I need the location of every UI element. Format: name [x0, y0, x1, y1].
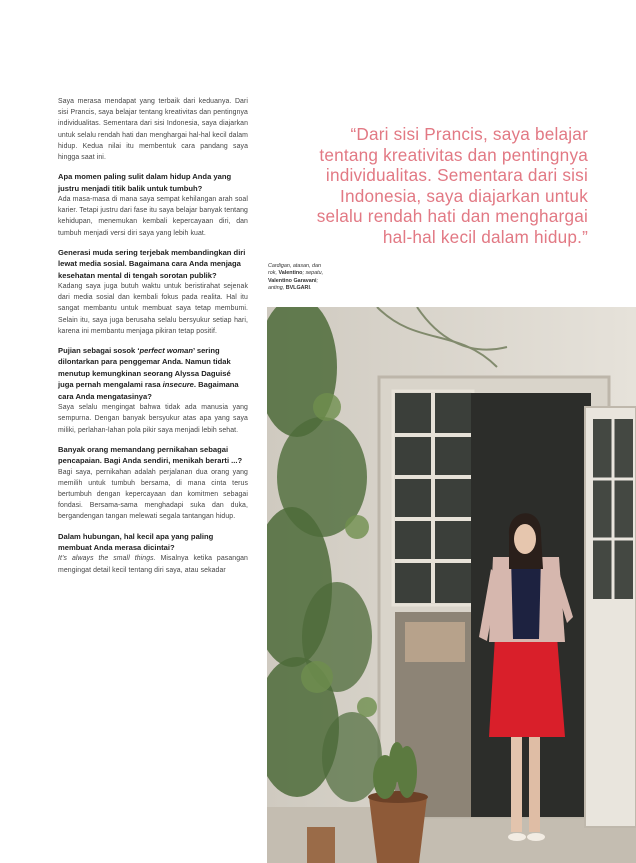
caption-text: ; sepatu,	[302, 270, 324, 277]
fashion-photo-illustration	[267, 307, 636, 863]
caption-text: ; anting,	[268, 277, 319, 292]
question-2: Generasi muda sering terjebak membandingkan diri lewat media sosial. Bagaimana cara Anda menjaga kesehatan mental di tengah sorotan publik?	[58, 247, 246, 280]
question-3-part: Pujian sebagai sosok ‘	[58, 346, 140, 356]
pull-quote: “Dari sisi Prancis, saya belajar tentang kreativitas dan pentingnya individualitas. Sementara dari sisi Indonesia, saya diajarkan untuk selalu rendah hati dan menghargai hal-hal kecil dalam hidup.”	[316, 124, 588, 247]
answer-5	[58, 553, 248, 575]
intro-paragraph: Saya merasa mendapat yang terbaik dari keduanya. Dari sisi Prancis, saya belajar tentang kreativitas dan pentingnya individualitas. Sementara dari sisi Indonesia, saya diajarkan untuk selalu rendah hati dan menghargai hal-hal kecil dalam hidup. Kedua nilai itu membentuk cara pandang saya hingga saat ini.	[58, 98, 248, 162]
photo-caption	[268, 263, 330, 293]
caption-brand: BVLGARI	[285, 285, 310, 292]
answer-5-text: Misalnya ketika pasangan mengingat detail kecil tentang diri saya, atau sekadar	[58, 555, 248, 574]
question-3-part: ’ sering dilontarkan para penggemar Anda. Namun tidak menutup kemungkinan seorang Alyssa Daguisé juga pernah mengalami rasa	[58, 346, 231, 390]
answer-1: Ada masa-masa di mana saya sempat kehilangan arah soal karier. Tetapi justru dari fase itu saya belajar banyak tentang kehidupan, menemukan kembali kepercayaan diri, dan tumbuh menjadi versi diri saya yang lebih kuat.	[58, 196, 248, 237]
question-3-italic: insecure	[162, 380, 194, 390]
caption-text: Cardigan, atasan, dan rok,	[268, 263, 322, 277]
answer-4: Bagi saya, pernikahan adalah perjalanan dua orang yang memilih untuk tumbuh bersama, di mana cinta terus bertumbuh dengan kepercayaan dan komitmen sebagai fondasi. Bersama-sama menghadapi suka dan duka, bergandengan tangan melewati segala tantangan hidup.	[58, 468, 248, 521]
caption-brand: Valentino	[278, 270, 303, 277]
caption-text: .	[309, 285, 312, 292]
answer-2: Kadang saya juga butuh waktu untuk beristirahat sejenak dari media sosial dan kembali fokus pada realita. Hal itu sangat membantu untuk membuat saya tetap membumi. Selain itu, saya juga berusaha selalu bersyukur setiap hari, karena ini membantu menjaga pikiran tetap positif.	[58, 283, 248, 335]
question-1: Apa momen paling sulit dalam hidup Anda yang justru menjadi titik balik untuk tumbuh?	[58, 172, 232, 193]
question-4: Banyak orang memandang pernikahan sebagai pencapaian. Bagi Anda sendiri, menikah berarti ...?	[58, 444, 243, 466]
question-3-italic: perfect woman	[139, 346, 194, 356]
fashion-photo	[267, 307, 636, 863]
article-column	[58, 96, 248, 584]
question-5: Dalam hubungan, hal kecil apa yang paling membuat Anda merasa dicintai?	[58, 531, 214, 552]
question-3	[58, 345, 248, 402]
answer-3: Saya selalu mengingat bahwa tidak ada manusia yang sempurna. Dengan banyak bersyukur atas apa yang saya miliki, perlahan-lahan pola pikir saya menjadi lebih sehat.	[58, 404, 248, 434]
answer-5-italic: It’s always the small things.	[58, 555, 156, 563]
caption-brand: Valentino Garavani	[268, 277, 317, 284]
question-3-part: . Bagaimana cara Anda mengatasinya?	[58, 380, 239, 401]
